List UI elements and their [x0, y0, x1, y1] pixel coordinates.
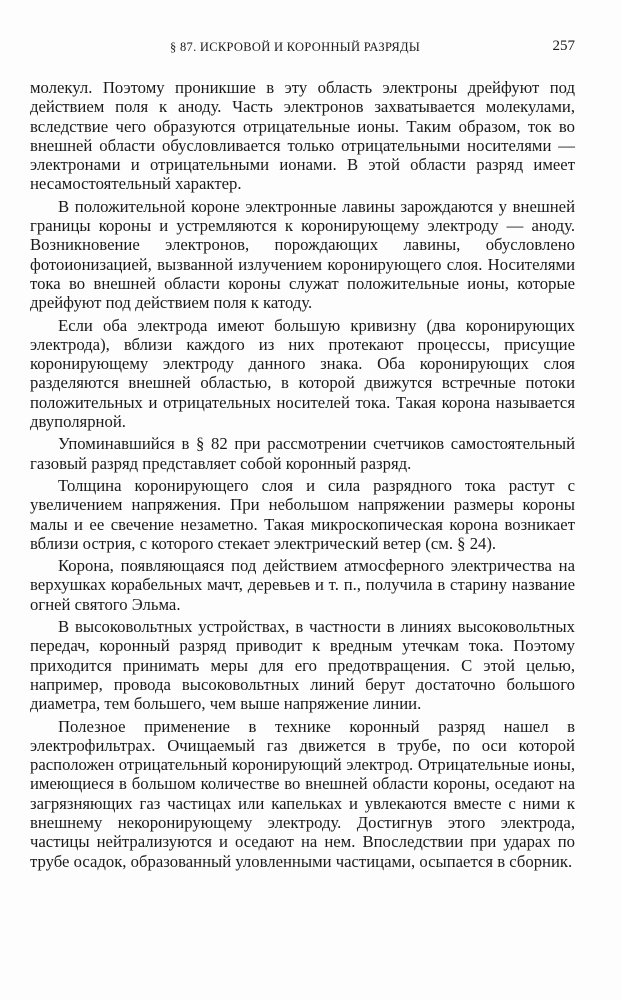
paragraph-continuation: молекул. Поэтому проникшие в эту область электроны дрейфуют под действием поля к аноду. Часть электронов захватывается молекулами, вследствие чего образуются отрицательные ионы. Таким образом, ток во внешней области обусловливается только отрицательными носителями — электронами и отрицательными ионами. В этой области разряд имеет несамостоятельный характер.: [30, 78, 575, 194]
paragraph-high-voltage: В высоковольтных устройствах, в частности в линиях высоковольтных передач, коронный разряд приводит к вредным утечкам тока. Поэтому приходится принимать меры для его предотвращения. С этой целью, например, провода высоковольтных линий берут достаточно большого диаметра, тем большего, чем выше напряжение линии.: [30, 617, 575, 714]
running-header: [30, 38, 575, 60]
paragraph-counter-discharge: Упоминавшийся в § 82 при рассмотрении счетчиков самостоятельный газовый разряд представляет собой коронный разряд.: [30, 434, 575, 473]
section-title: § 87. ИСКРОВОЙ И КОРОННЫЙ РАЗРЯДЫ: [170, 40, 421, 54]
paragraph-positive-corona: В положительной короне электронные лавины зарождаются у внешней границы короны и устремляются к коронирующему электроду — аноду. Возникновение электронов, порождающих лавины, обусловлено фотоионизацией, вызванной излучением коронирующего слоя. Носителями тока во внешней области короны служат положительные ионы, которые дрейфуют под действием поля к катоду.: [30, 196, 575, 313]
paragraph-electrofilters: Полезное применение в технике коронный разряд нашел в электрофильтрах. Очищаемый газ движется в трубе, по оси которой расположен отрицательный коронирующий электрод. Отрицательные ионы, имеющиеся в большом количестве во внешней области короны, оседают на загрязняющих газ частицах или капельках и увлекаются вместе с ними к внешнему некоронирующему электроду. Достигнув этого электрода, частицы нейтрализуются и оседают на нем. Впоследствии при ударах по трубе осадок, образованный уловленными частицами, осыпается в сборник.: [30, 716, 575, 871]
body-text: [30, 78, 575, 874]
page-number: 257: [552, 38, 575, 54]
paragraph-st-elmo-fire: Корона, появляющаяся под действием атмосферного электричества на верхушках корабельных мачт, деревьев и т. п., получила в старину название огней святого Эльма.: [30, 556, 575, 614]
paragraph-bipolar-corona: Если оба электрода имеют большую кривизну (два коронирующих электрода), вблизи каждого из них протекают процессы, присущие коронирующему электроду данного знака. Оба коронирующих слоя разделяются внешней областью, в которой движутся встречные потоки положительных и отрицательных носителей тока. Такая корона называется двуполярной.: [30, 315, 575, 432]
paragraph-layer-thickness: Толщина коронирующего слоя и сила разрядного тока растут с увеличением напряжения. При небольшом напряжении размеры короны малы и ее свечение незаметно. Такая микроскопическая корона возникает вблизи острия, с которого стекает электрический ветер (см. § 24).: [30, 475, 575, 553]
